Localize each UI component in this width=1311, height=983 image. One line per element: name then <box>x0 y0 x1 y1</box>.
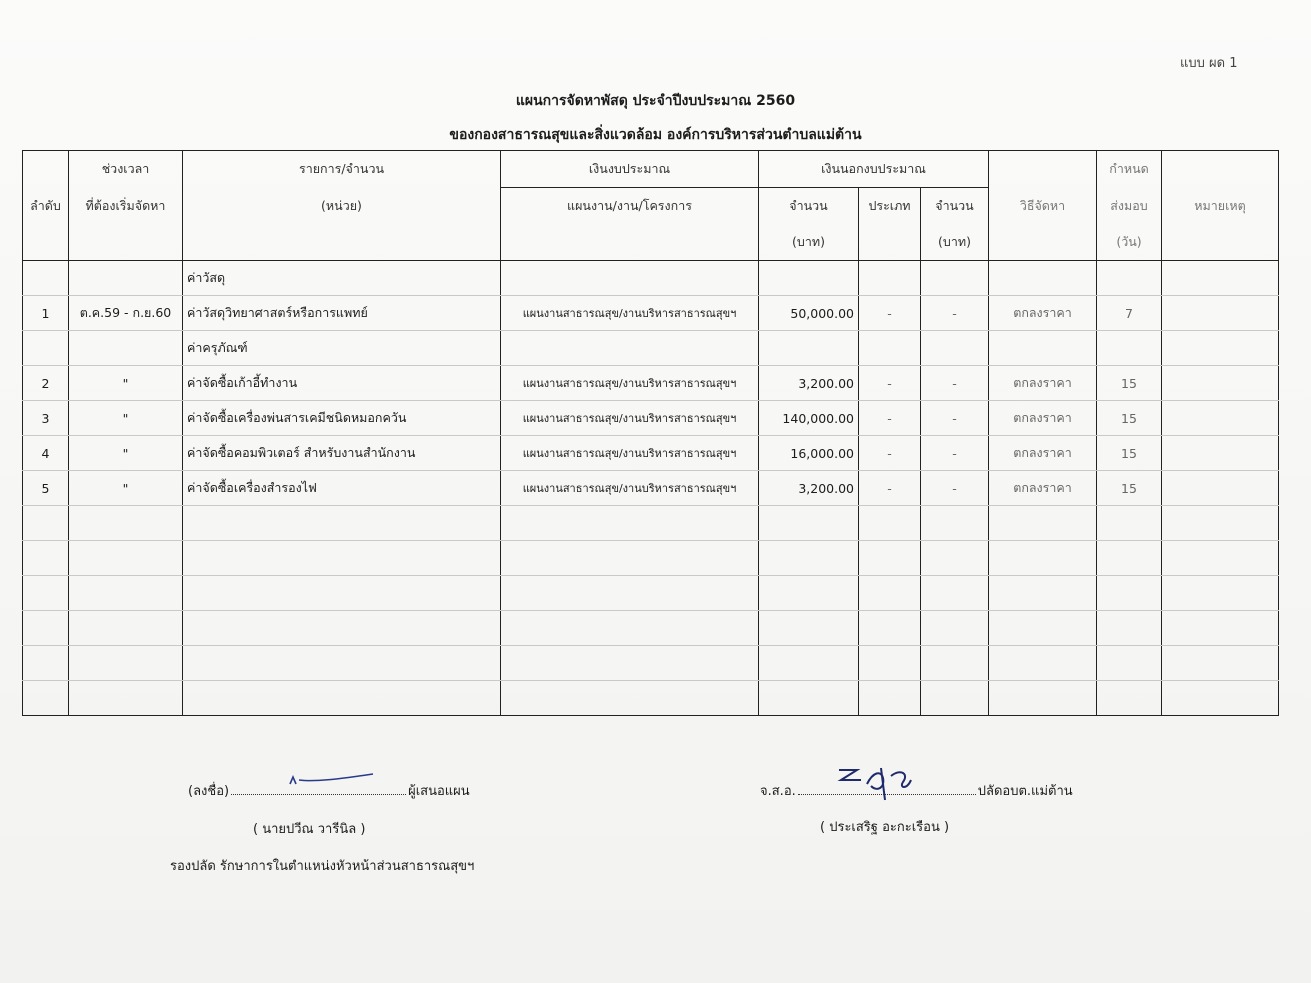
category-row <box>23 331 1279 366</box>
header-delivery-1: กำหนด <box>1097 151 1162 188</box>
signature-right-prefix: จ.ส.อ. <box>760 784 796 799</box>
empty-row <box>23 576 1279 611</box>
row-no: 5 <box>23 471 69 506</box>
row-item: ค่าจัดซื้อเครื่องพ่นสารเคมีชนิดหมอกควัน <box>183 401 501 436</box>
row-delivery: 15 <box>1097 471 1162 506</box>
row-remark <box>1162 436 1279 471</box>
signature-right-suffix: ปลัดอบต.แม่ต้าน <box>977 784 1073 799</box>
header-row-2 <box>23 188 1279 225</box>
handwritten-signature-right <box>835 764 925 804</box>
header-amount-2: (บาท) <box>759 224 859 261</box>
row-period: " <box>69 401 183 436</box>
header-period-2: ที่ต้องเริ่มจัดหา <box>69 188 183 225</box>
category-materials: ค่าวัสดุ <box>183 261 501 296</box>
empty-row <box>23 681 1279 716</box>
row-method: ตกลงราคา <box>989 366 1097 401</box>
row-item: ค่าจัดซื้อเครื่องสำรองไฟ <box>183 471 501 506</box>
table-row <box>23 436 1279 471</box>
row-delivery: 15 <box>1097 401 1162 436</box>
empty-row <box>23 541 1279 576</box>
row-off-amount: - <box>921 471 989 506</box>
signature-left-position: รองปลัด รักษาการในตำแหน่งหัวหน้าส่วนสาธารณสุขฯ <box>170 859 475 874</box>
row-item: ค่าจัดซื้อเก้าอี้ทำงาน <box>183 366 501 401</box>
row-plan: แผนงานสาธารณสุข/งานบริหารสาธารณสุขฯ <box>501 366 759 401</box>
header-type: ประเภท <box>859 188 921 225</box>
table-row <box>23 401 1279 436</box>
header-delivery-2: ส่งมอบ <box>1097 188 1162 225</box>
row-remark <box>1162 471 1279 506</box>
header-off-amount-2: (บาท) <box>921 224 989 261</box>
row-no: 2 <box>23 366 69 401</box>
header-amount-1: จำนวน <box>759 188 859 225</box>
form-code: แบบ ผด 1 <box>1180 56 1238 71</box>
header-item-1: รายการ/จำนวน <box>183 151 501 188</box>
header-item-2: (หน่วย) <box>183 188 501 225</box>
empty-row <box>23 646 1279 681</box>
row-type: - <box>859 296 921 331</box>
row-plan: แผนงานสาธารณสุข/งานบริหารสาธารณสุขฯ <box>501 296 759 331</box>
header-delivery-3: (วัน) <box>1097 224 1162 261</box>
row-remark <box>1162 401 1279 436</box>
row-off-amount: - <box>921 366 989 401</box>
row-method: ตกลงราคา <box>989 436 1097 471</box>
category-row <box>23 261 1279 296</box>
header-plan: แผนงาน/งาน/โครงการ <box>501 188 759 225</box>
signature-left-suffix: ผู้เสนอแผน <box>408 784 470 799</box>
row-item: ค่าวัสดุวิทยาศาสตร์หรือการแพทย์ <box>183 296 501 331</box>
row-delivery: 15 <box>1097 366 1162 401</box>
table-row <box>23 471 1279 506</box>
header-offbudget: เงินนอกงบประมาณ <box>759 151 989 188</box>
row-type: - <box>859 471 921 506</box>
document-subtitle: ของกองสาธารณสุขและสิ่งแวดล้อม องค์การบริหารส่วนตำบลแม่ต้าน <box>449 127 862 143</box>
empty-row <box>23 506 1279 541</box>
header-row-1 <box>23 151 1279 188</box>
table-row <box>23 366 1279 401</box>
row-amount: 140,000.00 <box>759 401 859 436</box>
row-plan: แผนงานสาธารณสุข/งานบริหารสาธารณสุขฯ <box>501 436 759 471</box>
row-period: ต.ค.59 - ก.ย.60 <box>69 296 183 331</box>
row-no: 1 <box>23 296 69 331</box>
document-title: แผนการจัดหาพัสดุ ประจำปีงบประมาณ 2560 <box>515 93 796 109</box>
row-period: " <box>69 471 183 506</box>
handwritten-signature-left <box>285 770 380 792</box>
row-off-amount: - <box>921 436 989 471</box>
row-off-amount: - <box>921 296 989 331</box>
header-remark: หมายเหตุ <box>1162 188 1279 225</box>
row-amount: 3,200.00 <box>759 471 859 506</box>
row-delivery: 7 <box>1097 296 1162 331</box>
signature-left-name: ( นายปวีณ วารีนิล ) <box>253 822 366 837</box>
header-no: ลำดับ <box>23 188 69 225</box>
row-no: 4 <box>23 436 69 471</box>
header-period-1: ช่วงเวลา <box>69 151 183 188</box>
row-no: 3 <box>23 401 69 436</box>
row-type: - <box>859 436 921 471</box>
signature-left-prefix: (ลงชื่อ) <box>188 784 230 799</box>
row-off-amount: - <box>921 401 989 436</box>
row-item: ค่าจัดซื้อคอมพิวเตอร์ สำหรับงานสำนักงาน <box>183 436 501 471</box>
row-remark <box>1162 296 1279 331</box>
row-amount: 50,000.00 <box>759 296 859 331</box>
row-period: " <box>69 436 183 471</box>
header-method: วิธีจัดหา <box>989 188 1097 225</box>
row-amount: 16,000.00 <box>759 436 859 471</box>
table-row <box>23 296 1279 331</box>
row-type: - <box>859 401 921 436</box>
row-method: ตกลงราคา <box>989 401 1097 436</box>
row-amount: 3,200.00 <box>759 366 859 401</box>
header-off-amount-1: จำนวน <box>921 188 989 225</box>
row-plan: แผนงานสาธารณสุข/งานบริหารสาธารณสุขฯ <box>501 401 759 436</box>
procurement-plan-table <box>22 150 1279 716</box>
row-plan: แผนงานสาธารณสุข/งานบริหารสาธารณสุขฯ <box>501 471 759 506</box>
row-method: ตกลงราคา <box>989 296 1097 331</box>
empty-row <box>23 611 1279 646</box>
row-remark <box>1162 366 1279 401</box>
row-period: " <box>69 366 183 401</box>
category-equipment: ค่าครุภัณฑ์ <box>183 331 501 366</box>
signature-right-name: ( ประเสริฐ อะกะเรือน ) <box>820 820 950 835</box>
row-method: ตกลงราคา <box>989 471 1097 506</box>
header-budget: เงินงบประมาณ <box>501 151 759 188</box>
header-row-3 <box>23 224 1279 261</box>
row-type: - <box>859 366 921 401</box>
row-delivery: 15 <box>1097 436 1162 471</box>
